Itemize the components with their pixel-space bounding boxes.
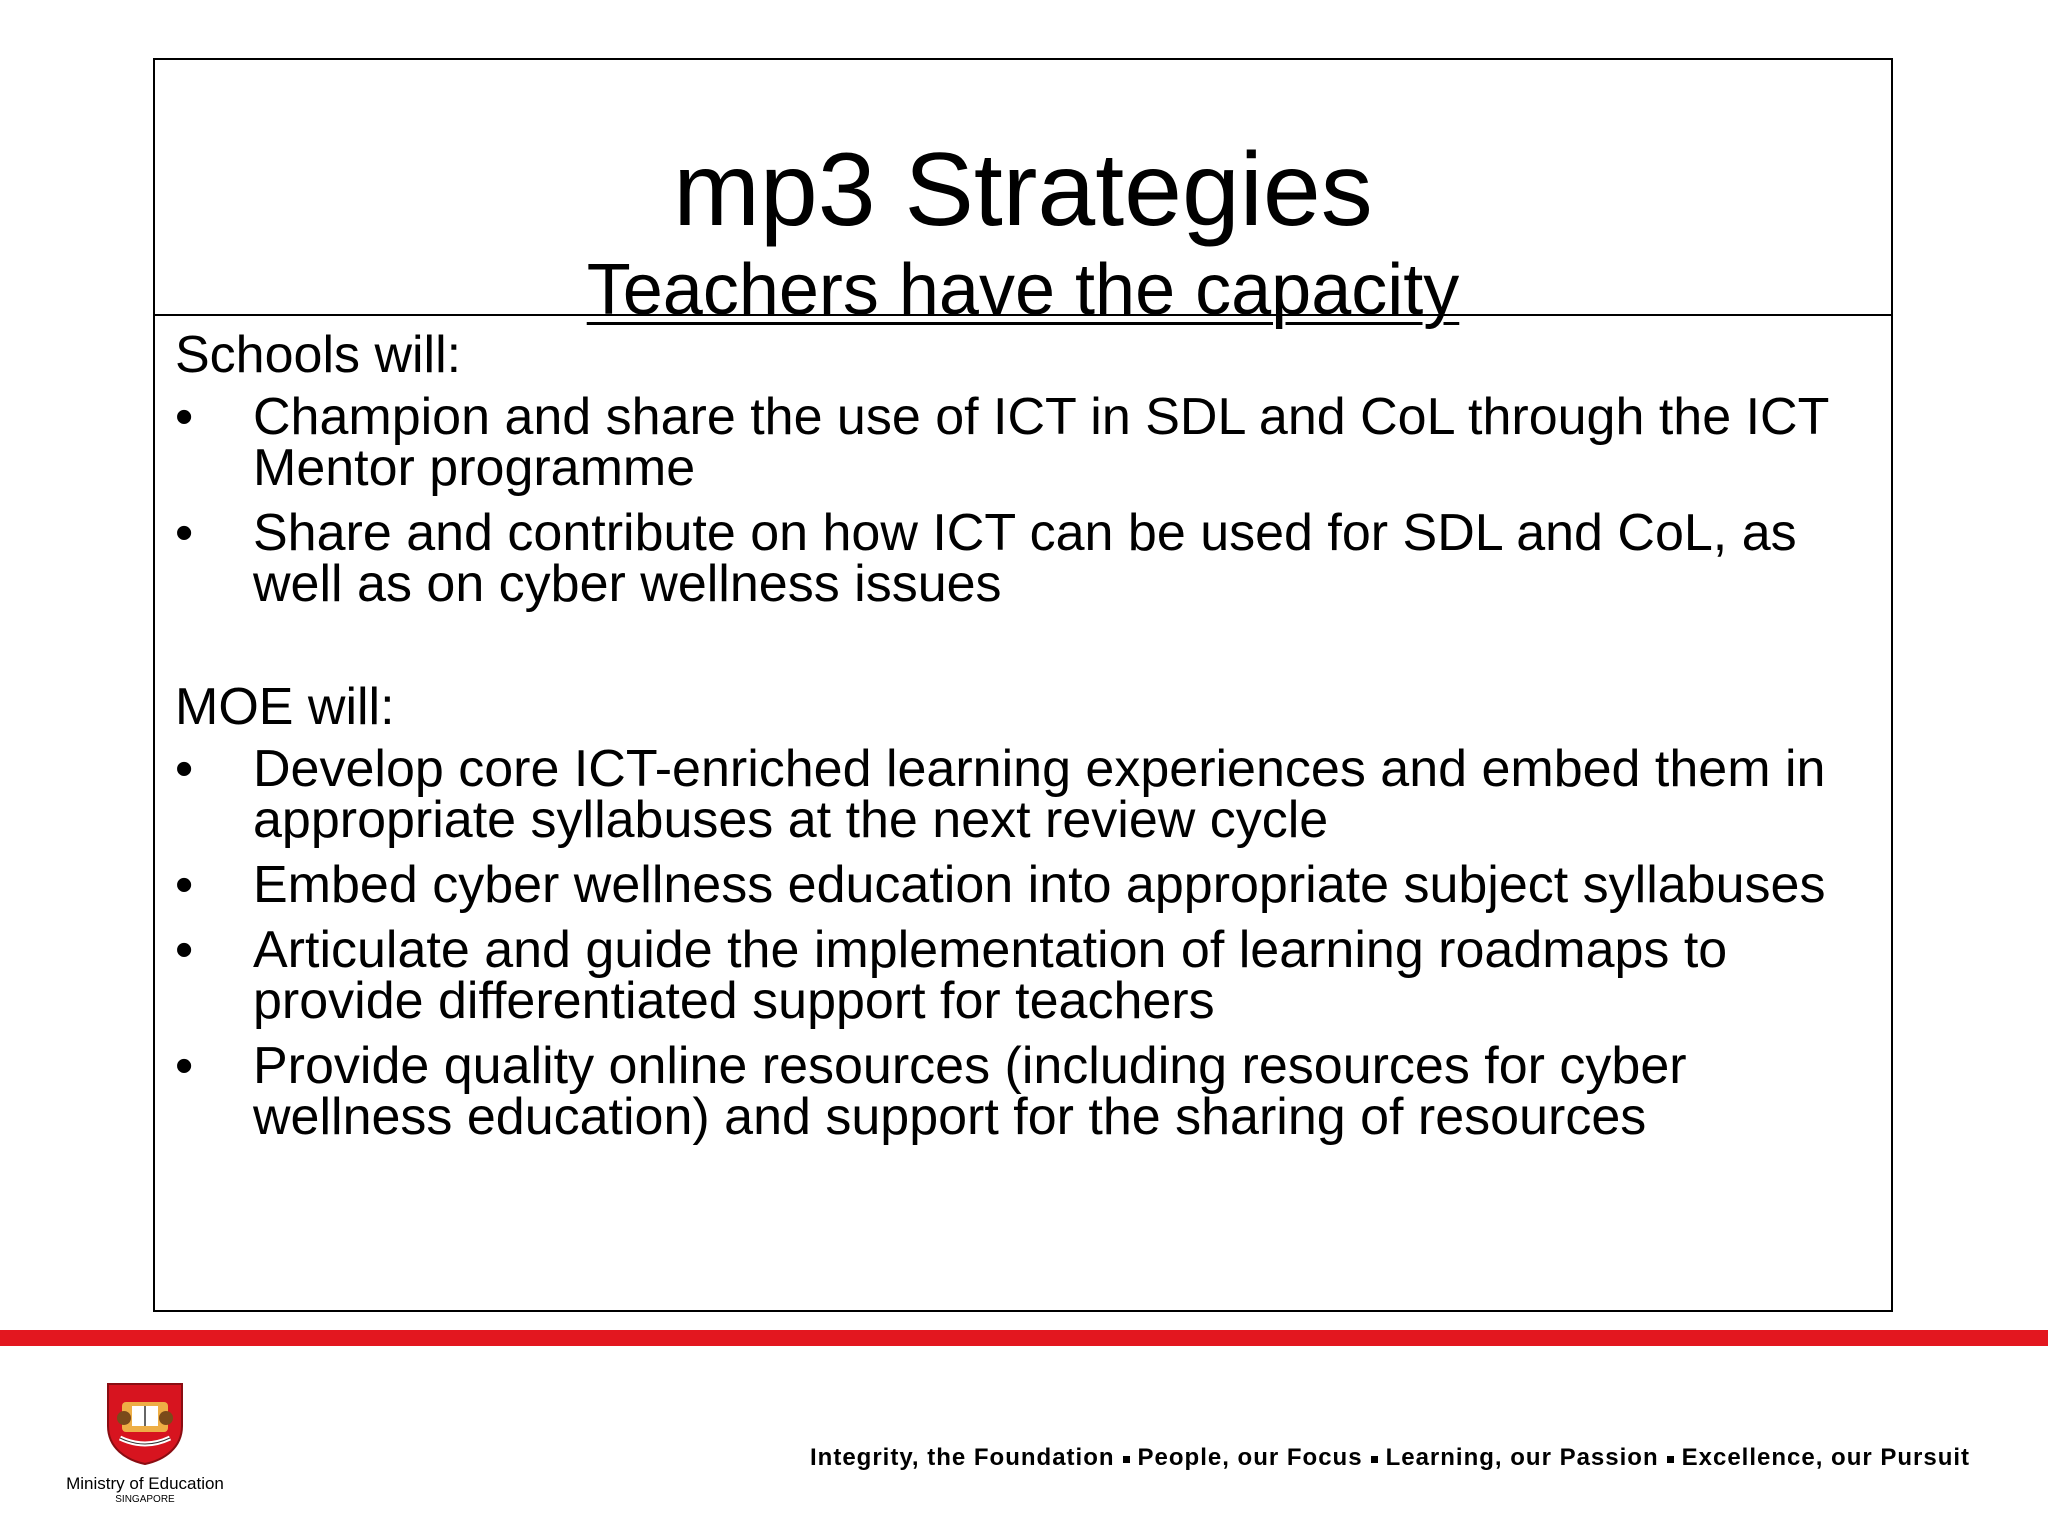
bullet-text: Share and contribute on how ICT can be used for SDL and CoL, as well as on cyber wellness issues — [253, 504, 1797, 613]
bullet-item — [175, 388, 1891, 497]
slide-body — [155, 316, 1891, 1146]
schools-bullet-list — [175, 388, 1891, 613]
motto-phrase: Learning, our Passion — [1385, 1444, 1659, 1471]
motto-phrase: Integrity, the Foundation — [810, 1444, 1115, 1471]
slide-header — [155, 60, 1891, 330]
motto-phrase: People, our Focus — [1137, 1444, 1363, 1471]
motto-separator — [1371, 1456, 1378, 1463]
schools-heading: Schools will: — [175, 326, 462, 384]
bullet-text: Develop core ICT-enriched learning experiences and embed them in appropriate syllabuses at the next review cycle — [253, 740, 1826, 849]
bullet-icon: • — [175, 921, 194, 979]
bullet-icon: • — [175, 740, 194, 798]
motto-phrase: Excellence, our Pursuit — [1681, 1444, 1971, 1471]
slide-title: mp3 Strategies — [673, 132, 1373, 248]
moe-logo — [60, 1380, 230, 1506]
moe-bullet-list — [175, 740, 1891, 1146]
content-box — [153, 58, 1893, 1312]
bullet-text: Embed cyber wellness education into appropriate subject syllabuses — [253, 856, 1826, 914]
footer-accent-bar — [0, 1330, 2048, 1346]
motto-separator — [1667, 1456, 1674, 1463]
section-spacer — [175, 624, 1891, 676]
moe-heading: MOE will: — [175, 678, 395, 736]
bullet-item — [175, 740, 1891, 849]
moe-crest-icon — [104, 1380, 186, 1466]
slide-subtitle: Teachers have the capacity — [586, 250, 1460, 330]
bullet-icon: • — [175, 1037, 194, 1095]
ministry-name: Ministry of Education — [66, 1474, 224, 1493]
ministry-country: SINGAPORE — [115, 1494, 175, 1505]
bullet-icon: • — [175, 856, 194, 914]
bullet-item — [175, 856, 1891, 914]
bullet-item — [175, 504, 1891, 613]
bullet-icon: • — [175, 388, 194, 446]
bullet-icon: • — [175, 504, 194, 562]
motto-separator — [1123, 1456, 1130, 1463]
bullet-item — [175, 1037, 1891, 1146]
bullet-text: Champion and share the use of ICT in SDL and CoL through the ICT Mentor programme — [253, 388, 1829, 497]
bullet-item — [175, 921, 1891, 1030]
bullet-text: Articulate and guide the implementation of learning roadmaps to provide differentiated support for teachers — [253, 921, 1728, 1030]
motto-line — [810, 1428, 1990, 1488]
bullet-text: Provide quality online resources (including resources for cyber wellness education) and support for the sharing of resources — [253, 1037, 1687, 1146]
